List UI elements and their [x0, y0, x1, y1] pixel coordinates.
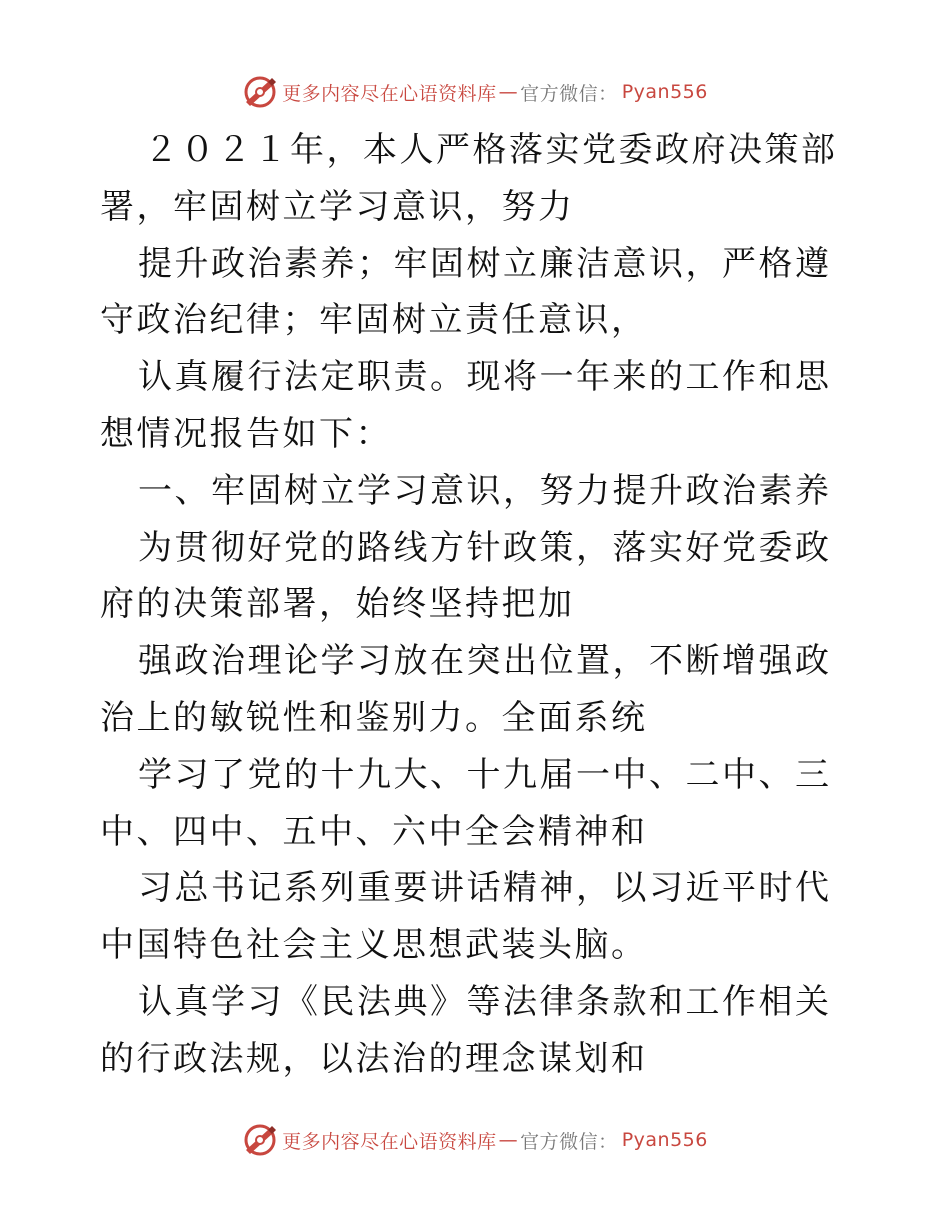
- document-body: [100, 122, 860, 1088]
- footer-banner: [0, 1120, 950, 1160]
- banner-separator: —: [498, 81, 519, 103]
- paragraph-8: 习总书记系列重要讲话精神，以习近平时代中国特色社会主义思想武装头脑。: [100, 868, 832, 966]
- banner-wechat-id: Pyan556: [621, 81, 708, 103]
- header-banner: [0, 72, 950, 112]
- paragraph-6: 强政治理论学习放在突出位置，不断增强政治上的敏锐性和鉴别力。全面系统: [100, 641, 832, 738]
- paragraph-3: 认真履行法定职责。现将一年来的工作和思想情况报告如下：: [100, 357, 832, 454]
- pen-circle-logo-icon: [242, 74, 278, 110]
- paragraph-1: ２０２１年，本人严格落实党委政府决策部署，牢固树立学习意识，努力: [100, 130, 838, 227]
- banner-separator: —: [498, 1129, 519, 1151]
- banner-title: 更多内容尽在心语资料库: [282, 1130, 497, 1153]
- paragraph-2: 提升政治素养；牢固树立廉洁意识，严格遵守政治纪律；牢固树立责任意识，: [100, 243, 832, 341]
- pen-circle-logo-icon: [242, 1122, 278, 1158]
- paragraph-9: 认真学习《民法典》等法律条款和工作相关的行政法规，以法治的理念谋划和: [100, 981, 832, 1079]
- banner-wechat-label: 官方微信：: [520, 82, 618, 105]
- paragraph-5: 为贯彻好党的路线方针政策，落实好党委政府的决策部署，始终坚持把加: [100, 527, 832, 625]
- section-heading: 一、牢固树立学习意识，努力提升政治素养: [138, 470, 832, 511]
- banner-wechat-label: 官方微信：: [520, 1130, 618, 1153]
- banner-title: 更多内容尽在心语资料库: [282, 82, 497, 105]
- paragraph-7: 学习了党的十九大、十九届一中、二中、三中、四中、五中、六中全会精神和: [100, 754, 832, 852]
- banner-wechat-id: Pyan556: [621, 1129, 708, 1151]
